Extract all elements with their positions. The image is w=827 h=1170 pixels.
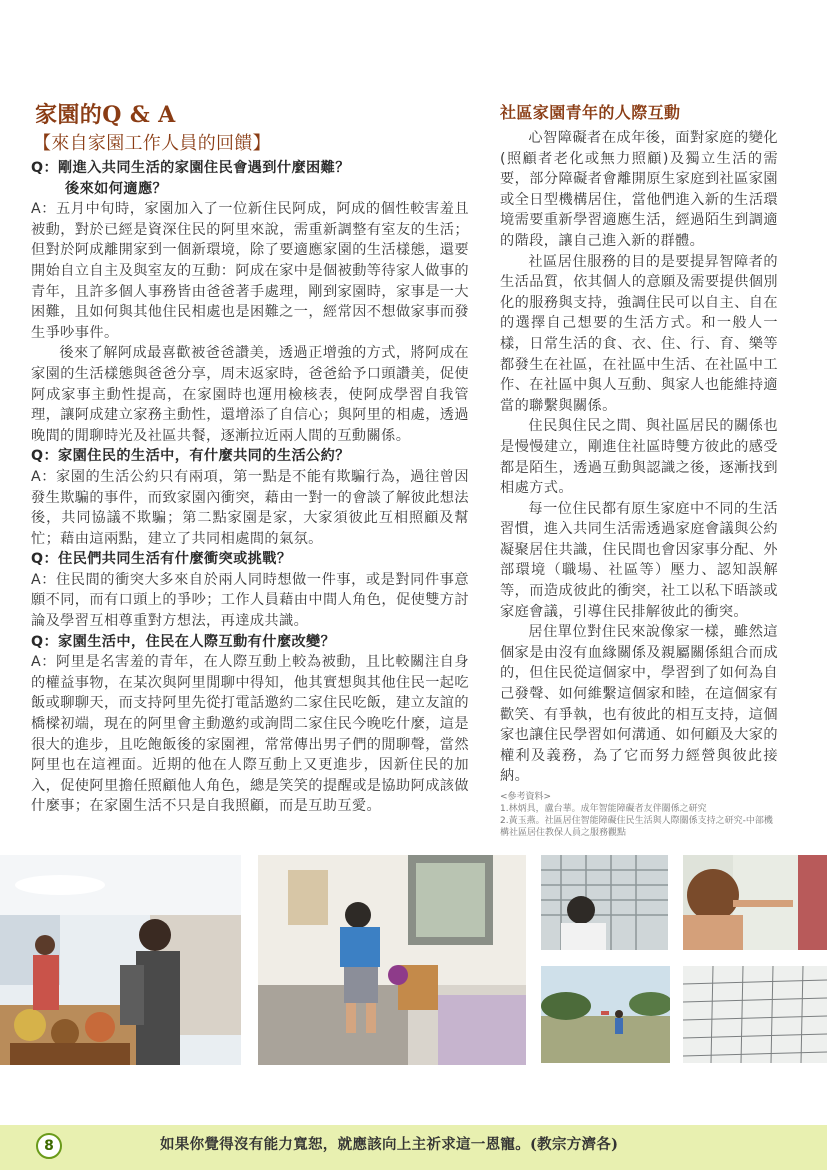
photo-communal-meal-image — [0, 855, 241, 1065]
question-4: Q：家園生活中，住民在人際互動有什麼改變？ — [31, 633, 336, 650]
paragraph-3: 住民與住民之間、與社區居民的關係也是慢慢建立，剛進住社區時雙方彼此的感受都是陌生，透過互動與認識之後，逐漸找到相處方式。 — [500, 418, 778, 497]
references-title: <參考資料> — [500, 792, 552, 802]
paragraph-5: 居住單位對住民來說像家一樣，雖然這個家是由沒有血緣關係及親屬關係組合而成的，但住民從這個家中，學習到了如何為自己發聲、如何維繫這個家和睦，在這個家有歡笑、有爭執，也有彼此的相互支持，這個家也讓住民學習如何溝通、如何顧及大家的權利及義務，為了它而努力經營與彼此接納。 — [500, 624, 778, 785]
reference-1: 1.林炳具，盧台華。成年智能障礙者友伴關係之研究 — [500, 804, 707, 814]
photo-window-conversation-image — [541, 855, 668, 950]
photo-checklist-chart — [683, 966, 827, 1063]
photo-checklist-chart-image — [683, 966, 827, 1063]
question-3: Q：住民們共同生活有什麼衝突或挑戰？ — [31, 551, 292, 568]
answer-4: A：阿里是名害羞的青年，在人際互動上較為被動，且比較關注自身的權益事物，在某次與阿里閒聊中得知，他其實想與其他住民一起吃飯或聊聊天，而支持阿里先從打電話邀約二家住民吃飯，建立友誼的橋樑初端，現在的阿里會主動邀約或詢問二家住民今晚吃什麼，這是很大的進步，且吃飽飯後的家園裡，常常傳出男子們的閒聊聲，當然阿里也在這裡面。近期的他在人際互動上又更進步，因新住民的加入，促使阿里擔任照顧他人角色，總是笑笑的提醒或是協助阿成該做什麼事；在家園生活不只是自我照顧，而是互助互愛。 — [31, 654, 469, 815]
reference-2: 2.黃玉燕。社區居住智能障礙住民生活與人際關係支持之研究-中部機構社區居住教保人員之服務觀點 — [500, 816, 773, 838]
photo-outdoor-badminton-image — [541, 966, 670, 1063]
answer-2: A：家園的生活公約只有兩項，第一點是不能有欺騙行為，過往曾因發生欺騙的事件，而致家園內衝突，藉由一對一的會談了解彼此想法後，共同協議不欺騙；第二點家園是家，大家須彼此互相照顧及幫忙；藉由這兩點，建立了共同相處間的氣氛。 — [31, 468, 469, 547]
question-1: Q：剛進入共同生活的家園住民會遇到什麼困難？ 後來如何適應？ — [31, 160, 350, 197]
paragraph-4: 每一位住民都有原生家庭中不同的生活習慣，進入共同生活需透過家庭會議與公約凝聚居住共識，住民間也會因家事分配、外部環境（職場、社區等）壓力、認知誤解等，而造成彼此的衝突，社工以私下晤談或家庭會議，引導住民排解彼此的衝突。 — [500, 500, 778, 620]
answer-1-part-1: A：五月中旬時，家園加入了一位新住民阿成，阿成的個性較害羞且被動，對於已經是資深住民的阿里來說，需重新調整有室友的生活；但對於阿成離開家到一個新環境，除了要適應家園的生活樣態，還要開始自立自主及與室友的互動：阿成在家中是個被動等待家人做事的青年，且許多個人事務皆由爸爸著手處理，剛到家園時，家事是一大困難，且如何與其他住民相處也是困難之一，經常因不想做家事而發生爭吵事件。 — [31, 201, 469, 341]
photo-boy-pointing — [683, 855, 827, 950]
photo-outdoor-badminton — [541, 966, 670, 1063]
section-subtitle: 【來自家園工作人員的回饋】 — [33, 133, 271, 154]
page-title: 家園的Q & A — [35, 102, 176, 128]
answer-1-part-2: 後來了解阿成最喜歡被爸爸讚美，透過正增強的方式，將阿成在家園的生活樣態與爸爸分享，周末返家時，爸爸給予口頭讚美，促使阿成家事主動性提高，在家園時也運用檢核表，使阿成學習自我管理，讓阿成建立家務主動性，還增添了自信心；與阿里的相處，透過晚間的閒聊時光及社區共餐，逐漸拉近兩人間的互動關係。 — [31, 345, 469, 444]
footer-quote: 如果你覺得沒有能力寬恕，就應該向上主祈求這一恩寵。(教宗方濟各) — [160, 1136, 619, 1153]
photo-cleaning-room-image — [258, 855, 526, 1065]
answer-3: A：住民間的衝突大多來自於兩人同時想做一件事，或是對同件事意願不同，而有口頭上的爭吵；工作人員藉由中間人角色，促使雙方討論及學習互相尊重對方想法，再達成共識。 — [31, 571, 469, 630]
photo-window-conversation — [541, 855, 668, 950]
section-title: 社區家園青年的人際互動 — [500, 103, 681, 122]
references — [500, 791, 778, 839]
question-2: Q：家園住民的生活中，有什麼共同的生活公約？ — [31, 448, 350, 465]
page-number: 8 — [36, 1133, 62, 1159]
paragraph-2: 社區居住服務的目的是要提昇智障者的生活品質，依其個人的意願及需要提供個別化的服務與支持，強調住民可以自主、自在的選擇自己想要的生活方式。和一般人一樣，日常生活的食、衣、住、行、育、樂等都發生在社區，在社區中生活、在社區中工作、在社區中與人互動、與家人也能維持適當的聯繫與關係。 — [500, 253, 778, 414]
paragraph-1: 心智障礙者在成年後，面對家庭的變化(照顧者老化或無力照顧)及獨立生活的需要，部分障礙者會離開原生家庭到社區家園或全日型機構居住，當他們進入新的生活環境需要重新學習適應生活，經過陌生到調適的階段，讓自己進入新的群體。 — [500, 130, 778, 249]
photo-cleaning-room — [258, 855, 526, 1065]
photo-boy-pointing-image — [683, 855, 827, 950]
left-column — [31, 100, 469, 817]
right-column — [500, 100, 778, 839]
photo-communal-meal — [0, 855, 241, 1065]
